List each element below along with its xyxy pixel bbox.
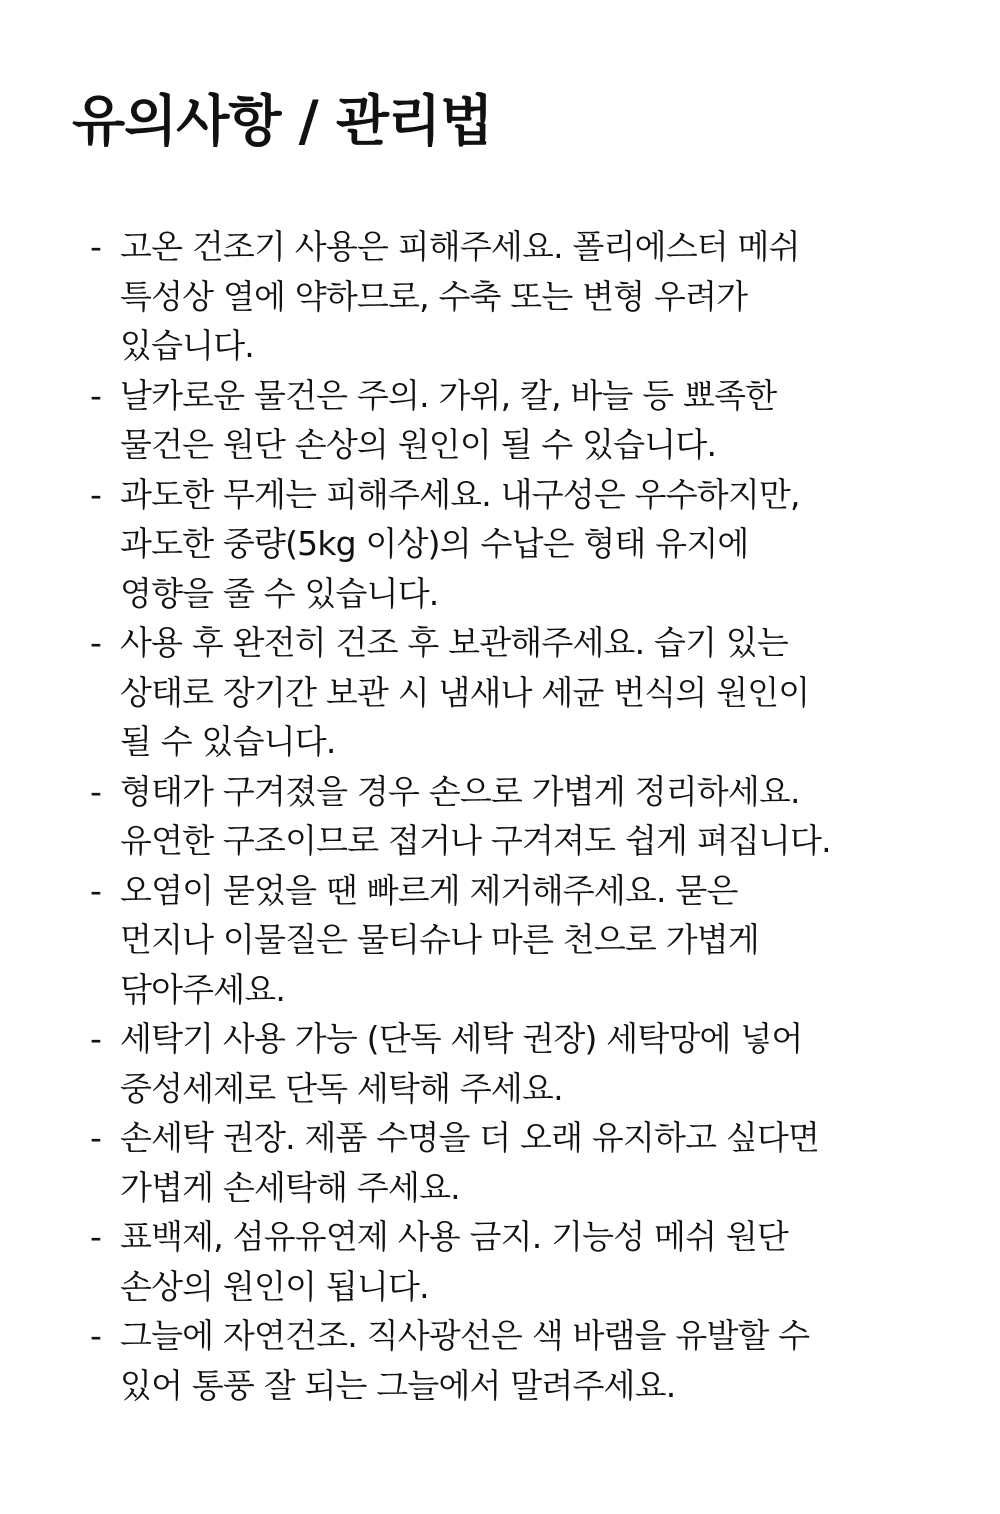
bullet-dash: -	[90, 375, 102, 415]
list-item-text	[120, 222, 800, 371]
text-line: 유연한 구조이므로 접거나 구겨져도 쉽게 펴집니다.	[120, 821, 831, 860]
bullet-dash: -	[90, 227, 102, 266]
text-line: 과도한 중량(5kg 이상)의 수납은 형태 유지에	[120, 524, 749, 563]
text-line: 고온 건조기 사용은 피해주세요. 폴리에스터 메쉬	[120, 227, 800, 266]
list-item	[90, 618, 990, 767]
list-item-text	[120, 767, 831, 866]
list-item	[90, 866, 990, 1015]
list-item	[90, 1311, 990, 1410]
text-line: 있습니다.	[120, 326, 255, 365]
text-line: 세탁기 사용 가능 (단독 세탁 권장) 세탁망에 넣어	[120, 1019, 803, 1058]
text-line: 과도한 무게는 피해주세요. 내구성은 우수하지만,	[120, 474, 800, 514]
list-item-text	[120, 371, 776, 470]
text-line: 물건은 원단 손상의 원인이 될 수 있습니다.	[120, 425, 717, 464]
list-item	[90, 222, 990, 371]
care-instructions-list	[90, 222, 990, 1410]
list-item-text	[120, 1311, 809, 1410]
text-line: 영향을 줄 수 있습니다.	[120, 573, 439, 613]
list-item-text	[120, 1014, 802, 1113]
text-line: 상태로 장기간 보관 시 냄새나 세균 번식의 원인이	[120, 672, 810, 712]
list-item	[90, 1212, 990, 1311]
bullet-dash: -	[90, 771, 102, 811]
bullet-dash: -	[90, 1217, 102, 1256]
text-line: 닦아주세요.	[120, 969, 286, 1009]
text-line: 될 수 있습니다.	[120, 722, 336, 761]
text-line: 날카로운 물건은 주의. 가위, 칼, 바늘 등 뾰족한	[120, 375, 777, 415]
list-item	[90, 1113, 990, 1212]
list-item-text	[120, 866, 759, 1015]
bullet-dash: -	[90, 1316, 102, 1355]
bullet-dash: -	[90, 623, 102, 662]
page-title: 유의사항 / 관리법	[72, 89, 493, 153]
text-line: 표백제, 섬유유연제 사용 금지. 기능성 메쉬 원단	[120, 1217, 789, 1256]
bullet-dash: -	[90, 474, 102, 514]
text-line: 오염이 묻었을 땐 빠르게 제거해주세요. 묻은	[120, 870, 738, 910]
text-line: 손세탁 권장. 제품 수명을 더 오래 유지하고 싶다면	[120, 1118, 820, 1157]
list-item	[90, 1014, 990, 1113]
text-line: 사용 후 완전히 건조 후 보관해주세요. 습기 있는	[120, 623, 789, 662]
bullet-dash: -	[90, 1019, 102, 1058]
text-line: 가볍게 손세탁해 주세요.	[120, 1167, 460, 1207]
list-item-text	[120, 470, 800, 619]
list-item-text	[120, 1113, 819, 1212]
text-line: 손상의 원인이 됩니다.	[120, 1266, 429, 1306]
list-item	[90, 371, 990, 470]
text-line: 그늘에 자연건조. 직사광선은 색 바램을 유발할 수	[120, 1316, 810, 1355]
list-item	[90, 767, 990, 866]
list-item	[90, 470, 990, 619]
list-item-text	[120, 618, 809, 767]
bullet-dash: -	[90, 1118, 102, 1157]
list-item-text	[120, 1212, 788, 1311]
text-line: 있어 통풍 잘 되는 그늘에서 말려주세요.	[120, 1365, 676, 1405]
text-line: 중성세제로 단독 세탁해 주세요.	[120, 1068, 563, 1108]
text-line: 형태가 구겨졌을 경우 손으로 가볍게 정리하세요.	[120, 771, 800, 811]
bullet-dash: -	[90, 870, 102, 910]
text-line: 특성상 열에 약하므로, 수축 또는 변형 우려가	[120, 276, 748, 316]
text-line: 먼지나 이물질은 물티슈나 마른 천으로 가볍게	[120, 920, 759, 959]
